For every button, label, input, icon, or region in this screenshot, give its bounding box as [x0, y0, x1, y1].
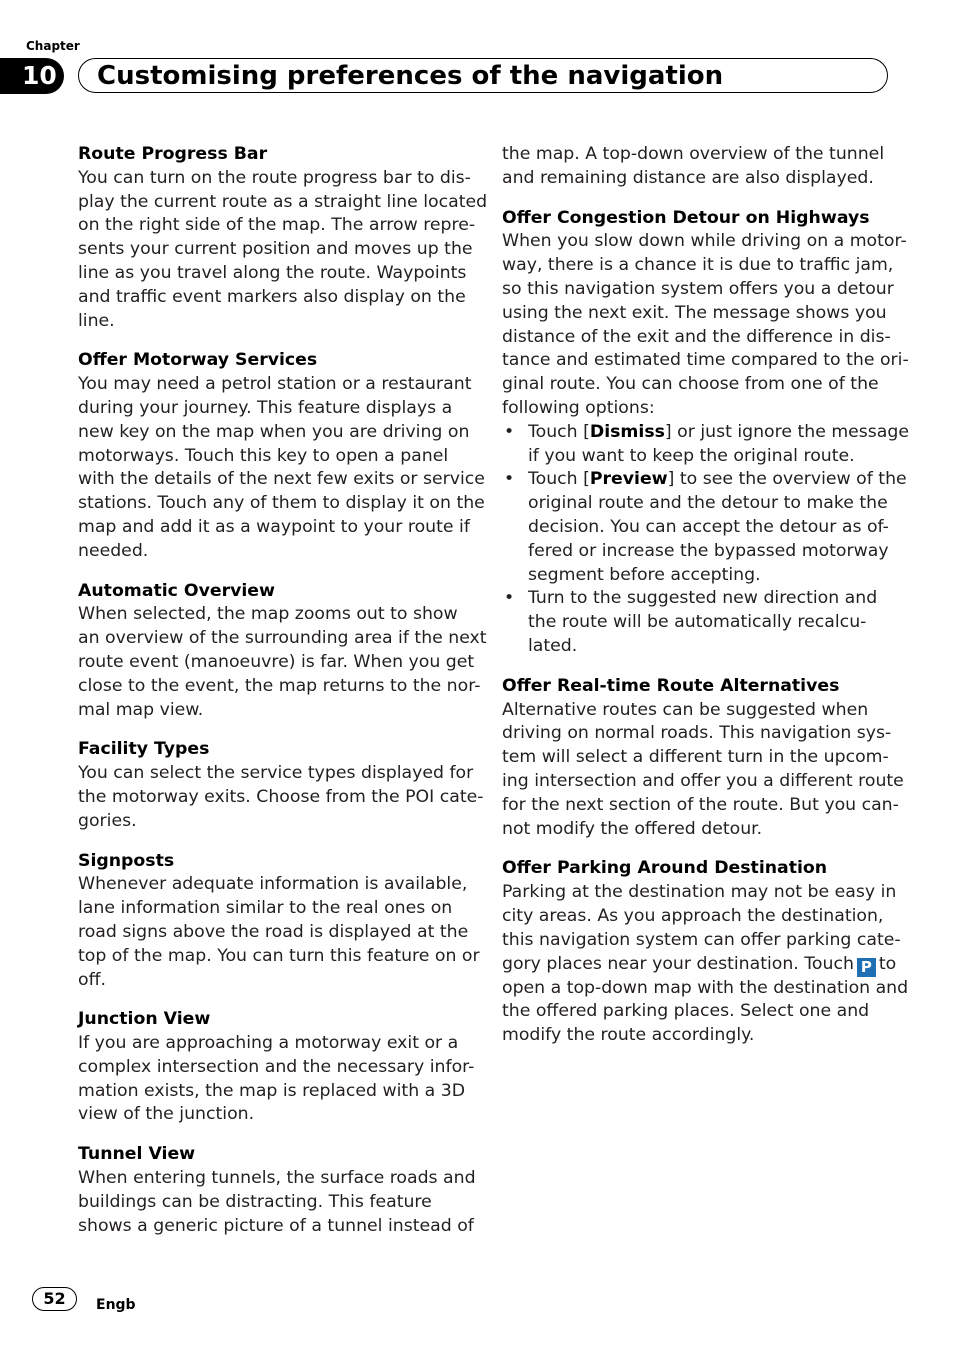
body-line: line as you travel along the route. Waypoints — [78, 262, 467, 283]
body-line: stations. Touch any of them to display it on the — [78, 493, 485, 514]
body-line: mal map view. — [78, 699, 204, 720]
preview-key-label: Preview — [589, 469, 668, 490]
body-line: You may need a petrol station or a restaurant — [78, 374, 472, 395]
section-facility-types — [78, 738, 484, 833]
section-offer-congestion-detour — [502, 207, 910, 659]
bullet-marker: • — [504, 469, 515, 490]
body-line: the offered parking places. Select one and — [502, 1001, 870, 1022]
body-line: new key on the map when you are driving on — [78, 421, 470, 442]
bullet-item-preview — [502, 468, 907, 587]
body-line: for the next section of the route. But you can- — [502, 794, 899, 815]
page-title: Customising preferences of the navigation — [97, 61, 724, 91]
body-line: Alternative routes can be suggested when — [502, 699, 869, 720]
body-line: and traffic event markers also display on the — [78, 286, 466, 307]
section-offer-motorway-services — [78, 349, 485, 563]
body-line: way, there is a chance it is due to traffic jam, — [502, 255, 894, 276]
section-heading: Offer Congestion Detour on Highways — [502, 207, 870, 228]
bullet-line: Turn to the suggested new direction and — [528, 588, 878, 609]
body-line: buildings can be distracting. This feature — [78, 1191, 432, 1212]
body-line: tem will select a different turn in the upcom- — [502, 747, 889, 768]
parking-icon: P — [857, 958, 876, 977]
body-line: ginal route. You can choose from one of the — [502, 374, 879, 395]
body-line: shows a generic picture of a tunnel instead of — [78, 1215, 474, 1236]
body-line: an overview of the surrounding area if the next — [78, 628, 487, 649]
bullet-line: Touch [Dismiss] or just ignore the message — [528, 421, 910, 442]
body-line: needed. — [78, 540, 149, 561]
dismiss-key-label: Dismiss — [589, 421, 665, 442]
section-heading: Facility Types — [78, 739, 210, 760]
body-line: driving on normal roads. This navigation sys- — [502, 723, 892, 744]
section-heading: Junction View — [78, 1009, 211, 1030]
bullet-line: decision. You can accept the detour as of- — [528, 516, 889, 537]
bullet-line: original route and the detour to make the — [528, 493, 888, 514]
left-column — [78, 143, 488, 1254]
bullet-line: segment before accepting. — [528, 564, 761, 585]
bullet-item-dismiss — [502, 421, 910, 469]
section-heading: Offer Motorway Services — [78, 350, 318, 371]
section-heading: Offer Real-time Route Alternatives — [502, 675, 840, 696]
body-line: and remaining distance are also displayed. — [502, 167, 874, 188]
section-heading: Automatic Overview — [78, 580, 275, 601]
body-line: Whenever adequate information is available, — [78, 874, 468, 895]
chapter-label: Chapter — [26, 39, 80, 53]
body-line: ing intersection and offer you a different route — [502, 770, 904, 791]
body-line: When you slow down while driving on a motor- — [502, 231, 907, 252]
body-line: complex intersection and the necessary infor- — [78, 1056, 475, 1077]
bullet-item-turn — [502, 587, 892, 658]
page-number: 52 — [32, 1287, 77, 1311]
section-signposts — [78, 850, 480, 993]
body-line: close to the event, the map returns to the nor- — [78, 675, 481, 696]
body-line: with the details of the next few exits or service — [78, 469, 485, 490]
body-line: motorways. Touch this key to open a panel — [78, 445, 449, 466]
body-line: using the next exit. The message shows you — [502, 302, 887, 323]
body-line: on the right side of the map. The arrow repre- — [78, 215, 476, 236]
body-line: off. — [78, 969, 106, 990]
section-tunnel-view — [78, 1143, 476, 1238]
body-line: not modify the offered detour. — [502, 818, 763, 839]
body-line: lane information similar to the real ones on — [78, 898, 453, 919]
body-line: You can select the service types displayed for — [78, 763, 474, 784]
bullet-line: Touch [Preview] to see the overview of the — [528, 469, 907, 490]
bullet-line: the route will be automatically recalcu- — [528, 612, 867, 633]
body-line: Parking at the destination may not be easy in — [502, 882, 897, 903]
body-line: route event (manoeuvre) is far. When you get — [78, 651, 475, 672]
section-junction-view — [78, 1008, 475, 1127]
body-line: road signs above the road is displayed at the — [78, 921, 469, 942]
body-line: If you are approaching a motorway exit or a — [78, 1033, 459, 1054]
body-line: top of the map. You can turn this feature on or — [78, 945, 480, 966]
body-line: following options: — [502, 397, 655, 418]
body-line: tance and estimated time compared to the ori- — [502, 350, 909, 371]
body-line: view of the junction. — [78, 1104, 255, 1125]
section-offer-parking — [502, 857, 909, 1048]
bullet-line: fered or increase the bypassed motorway — [528, 540, 889, 561]
right-column — [502, 143, 910, 1064]
body-line: When selected, the map zooms out to show — [78, 604, 458, 625]
body-line: When entering tunnels, the surface roads and — [78, 1168, 476, 1189]
bullet-line: if you want to keep the original route. — [528, 445, 855, 466]
tunnel-view-continued — [502, 143, 892, 191]
bullet-marker: • — [504, 588, 515, 609]
section-heading: Signposts — [78, 850, 175, 871]
body-line: during your journey. This feature displays a — [78, 397, 453, 418]
body-line: line. — [78, 310, 115, 331]
body-line: mation exists, the map is replaced with a 3D — [78, 1080, 466, 1101]
body-line: sents your current position and moves up the — [78, 239, 473, 260]
body-line: modify the route accordingly. — [502, 1025, 755, 1046]
bullet-marker: • — [504, 421, 515, 442]
body-line: distance of the exit and the difference in dis- — [502, 326, 891, 347]
section-heading: Route Progress Bar — [78, 144, 268, 164]
body-line: city areas. As you approach the destination, — [502, 905, 884, 926]
section-heading: Offer Parking Around Destination — [502, 858, 828, 879]
body-line: You can turn on the route progress bar to dis- — [78, 167, 471, 188]
section-heading: Tunnel View — [78, 1144, 196, 1165]
language-code: Engb — [96, 1297, 136, 1313]
section-offer-realtime-alternatives — [502, 675, 904, 842]
body-line: this navigation system can offer parking cate- — [502, 929, 901, 950]
body-line: so this navigation system offers you a detour — [502, 278, 894, 299]
section-route-progress-bar — [78, 143, 488, 333]
section-automatic-overview — [78, 580, 487, 723]
body-line: gories. — [78, 810, 137, 831]
body-line: gory places near your destination. Touch P to — [502, 953, 897, 976]
bullet-line: lated. — [528, 635, 578, 656]
body-line: the motorway exits. Choose from the POI cate- — [78, 786, 484, 807]
body-line: open a top-down map with the destination and — [502, 977, 909, 998]
body-line: play the current route as a straight line located — [78, 191, 488, 212]
body-line: the map. A top-down overview of the tunnel — [502, 144, 885, 164]
chapter-number-tab: 10 — [0, 58, 64, 94]
chapter-title-banner — [78, 58, 888, 93]
body-line: map and add it as a waypoint to your route if — [78, 516, 470, 537]
